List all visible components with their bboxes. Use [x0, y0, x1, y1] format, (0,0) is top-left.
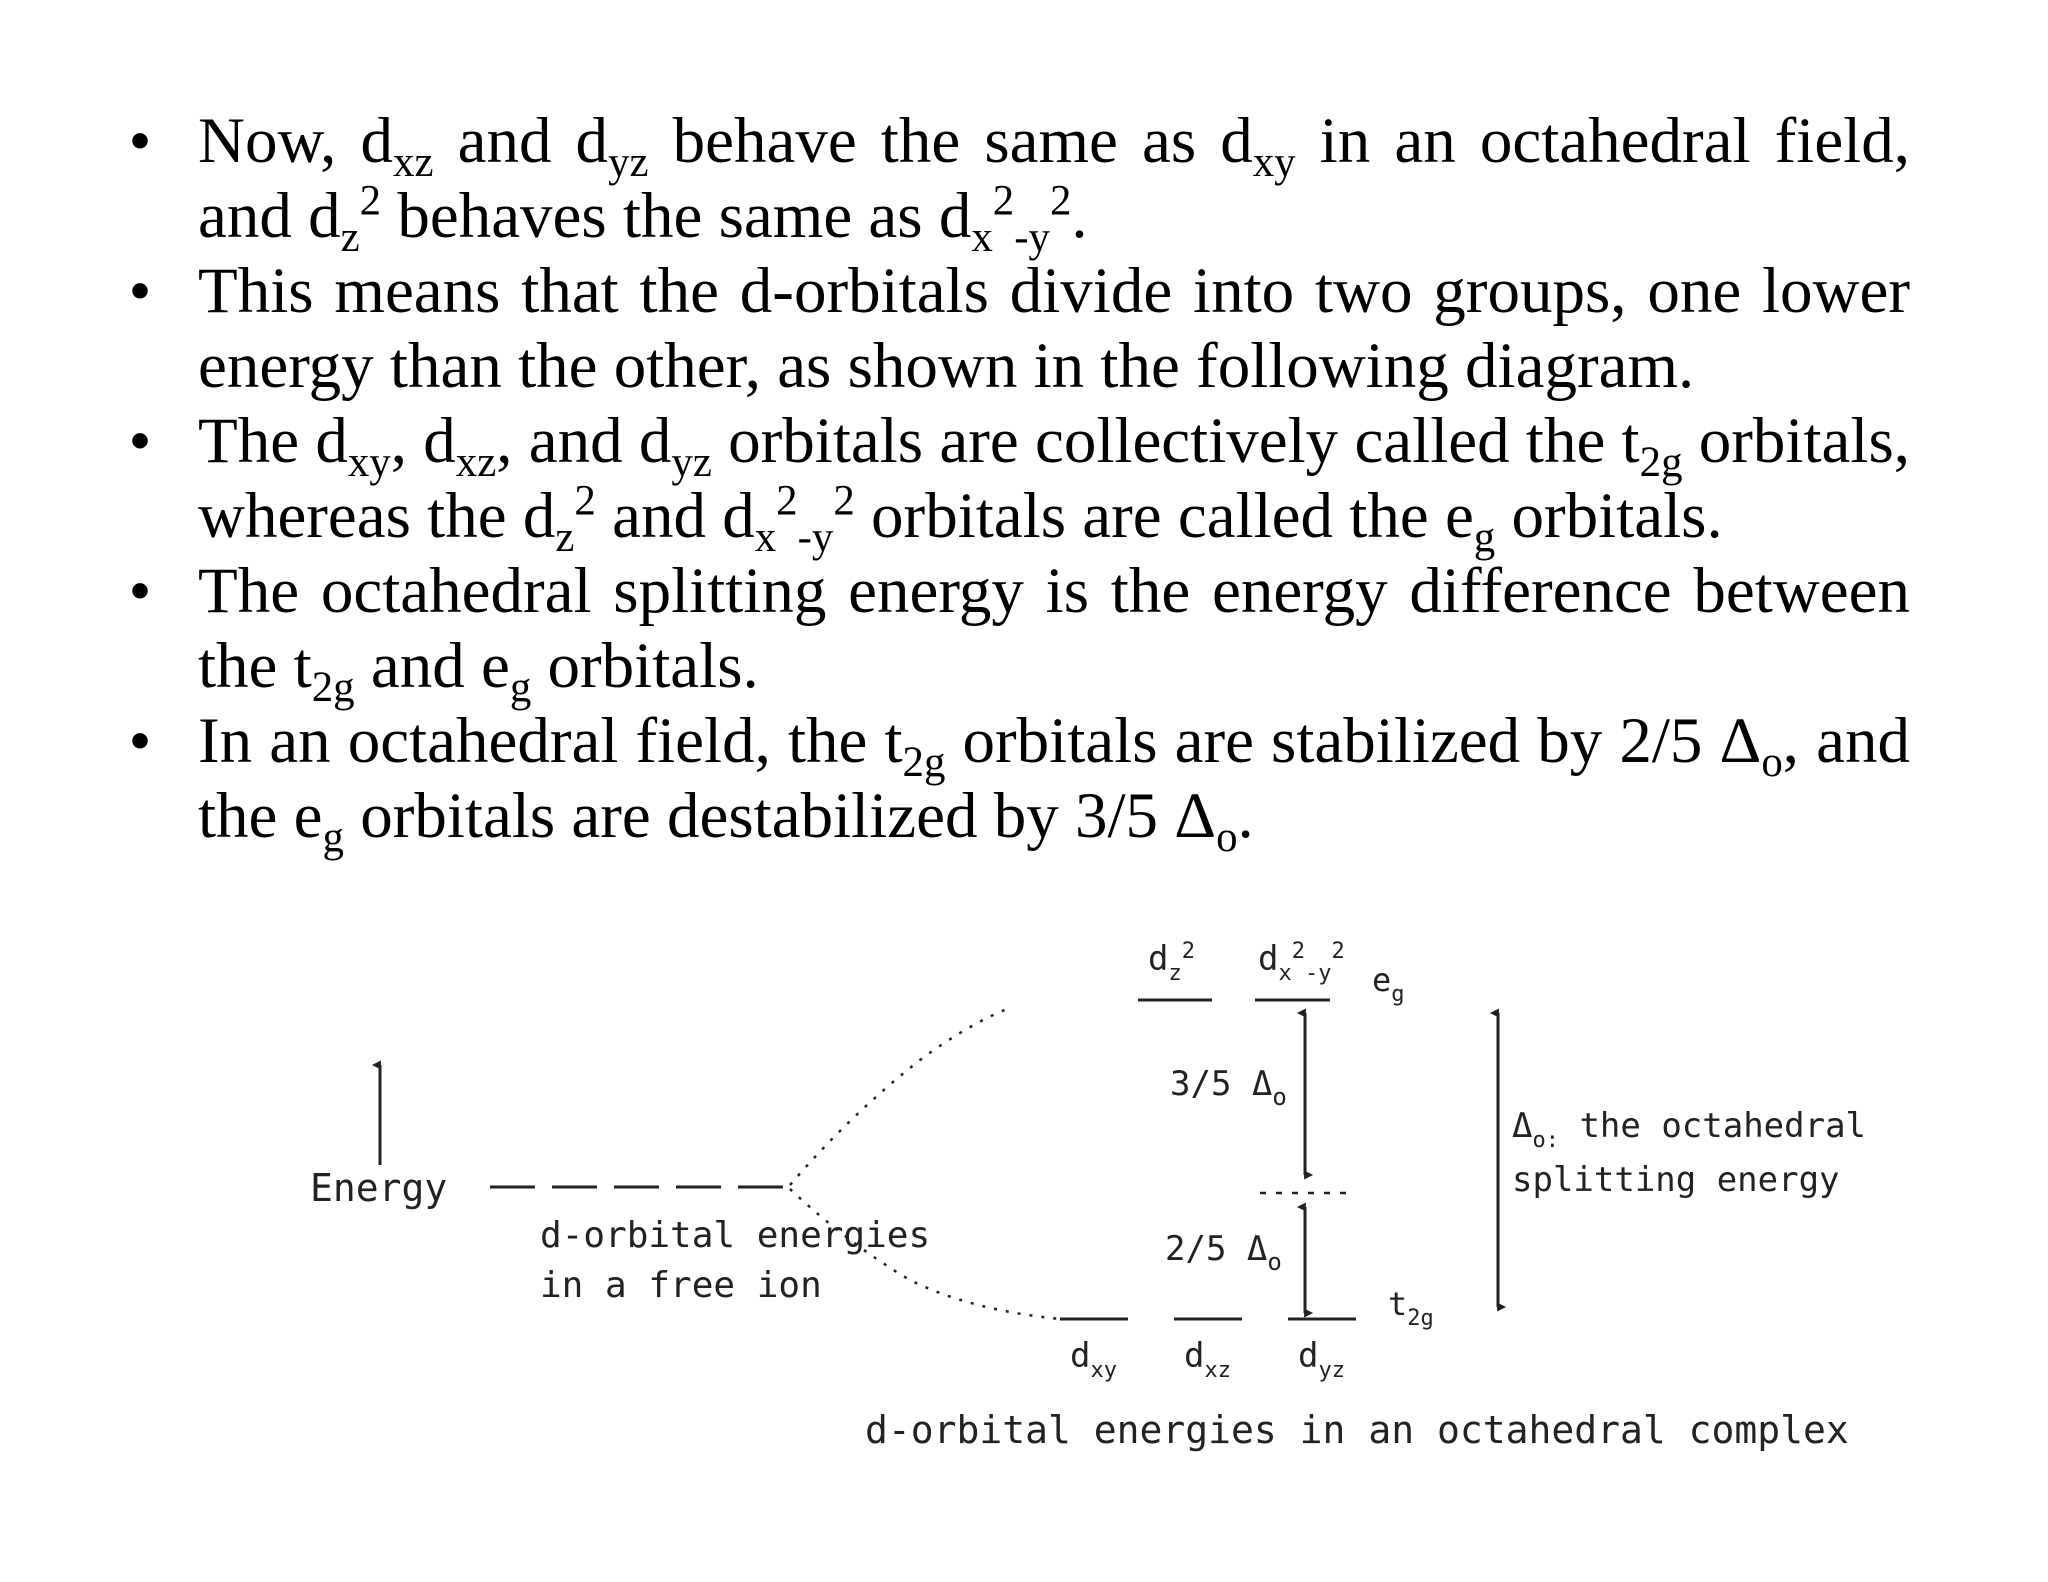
- superscript: 2: [992, 177, 1015, 225]
- subscript: -y: [797, 514, 834, 561]
- two-fifths-label: [1165, 1229, 1282, 1276]
- subscript: x: [754, 514, 777, 561]
- e-letter: e: [1372, 961, 1392, 999]
- t2g-orbital-dxy-label: [1070, 1336, 1117, 1383]
- subscript: x: [1278, 961, 1292, 986]
- bullet-item: [120, 704, 1910, 861]
- superscript: 2: [574, 477, 596, 525]
- bullet-item: [120, 254, 1910, 404]
- text-run: and d: [595, 480, 755, 552]
- free-ion-label-line2: in a free ion: [540, 1265, 822, 1306]
- text-run: orbitals, whereas the d: [198, 405, 1911, 552]
- subscript: 2g: [1407, 1306, 1434, 1331]
- bullet-marker: •: [128, 105, 152, 177]
- subscript: g: [509, 664, 532, 711]
- subscript: g: [1391, 982, 1405, 1007]
- subscript: o: [1216, 814, 1238, 861]
- d-letter: d: [1070, 1336, 1091, 1376]
- text-run: Now, d: [198, 105, 394, 177]
- text-run: The d: [198, 405, 348, 477]
- eg-orbital-dz2-label: [1148, 939, 1195, 986]
- superscript: 2: [1181, 939, 1195, 964]
- free-ion-label-line1: d-orbital energies: [540, 1215, 931, 1256]
- t2g-label: [1388, 1285, 1434, 1331]
- subscript: xy: [1090, 1358, 1117, 1383]
- energy-label: Energy: [310, 1166, 448, 1210]
- delta-symbol: Δ: [1512, 1106, 1533, 1146]
- bullet-item: [120, 404, 1911, 561]
- superscript: 2: [359, 177, 382, 225]
- subscript: xy: [347, 439, 391, 486]
- d-letter: d: [1258, 939, 1279, 979]
- bullet-marker: •: [128, 555, 152, 627]
- subscript: o: [1761, 739, 1783, 786]
- diagram-caption: d-orbital energies in an octahedral complex: [865, 1408, 1849, 1452]
- d-letter: d: [1148, 939, 1169, 979]
- subscript: -y: [1014, 214, 1050, 261]
- text-run: .: [1237, 780, 1254, 852]
- delta-label-text: the octahedral: [1558, 1106, 1867, 1146]
- t-letter: t: [1388, 1285, 1408, 1323]
- text-run: behave the same as d: [648, 105, 1253, 177]
- text-run: , and d: [496, 405, 672, 477]
- bullet-marker: •: [128, 405, 152, 477]
- text-run: behaves the same as d: [381, 180, 972, 252]
- subscript: z: [1168, 961, 1182, 986]
- subscript: z: [340, 214, 360, 261]
- delta-label-line2: splitting energy: [1512, 1160, 1840, 1200]
- diagram-svg: [290, 915, 1867, 1475]
- superscript: 2: [1291, 939, 1305, 964]
- orbital-splitting-diagram: [290, 915, 1867, 1475]
- subscript: x: [971, 214, 993, 261]
- text-run: orbitals are destabilized by 3/5 Δ: [343, 780, 1217, 852]
- text-run: orbitals.: [531, 630, 759, 702]
- subscript: g: [1473, 514, 1496, 561]
- fraction-text: 2/5 Δ: [1165, 1229, 1268, 1269]
- bullet-item: [120, 104, 1910, 261]
- text-run: , and the e: [198, 705, 1910, 852]
- text-run: and e: [354, 630, 510, 702]
- subscript: o: [1272, 1083, 1287, 1111]
- subscript: yz: [608, 139, 649, 186]
- bullet-marker: •: [128, 705, 152, 777]
- superscript: 2: [1049, 177, 1072, 225]
- t2g-orbital-dyz-label: [1298, 1336, 1345, 1383]
- bullet-marker: •: [128, 255, 152, 327]
- subscript: xy: [1252, 139, 1296, 186]
- subscript: xz: [455, 439, 497, 486]
- d-letter: d: [1184, 1336, 1205, 1376]
- three-fifths-label: [1170, 1064, 1287, 1111]
- subscript: xz: [1204, 1358, 1231, 1383]
- delta-label-line1: [1512, 1106, 1866, 1153]
- subscript: -y: [1304, 961, 1332, 986]
- superscript: 2: [776, 477, 798, 525]
- subscript: g: [322, 814, 344, 861]
- subscript: o:: [1532, 1128, 1559, 1153]
- superscript: 2: [833, 477, 855, 525]
- text-run: orbitals are called the e: [854, 480, 1474, 552]
- bullet-list: [120, 104, 1911, 861]
- eg-orbital-dx2y2-label: [1258, 939, 1345, 986]
- text-run: , d: [390, 405, 456, 477]
- text-run: In an octahedral field, the t: [198, 705, 903, 777]
- subscript: o: [1267, 1248, 1282, 1276]
- eg-label: [1372, 961, 1405, 1007]
- text-run: orbitals.: [1495, 480, 1723, 552]
- text-run: The octahedral splitting energy is the energy difference between the t: [198, 555, 1910, 702]
- text-run: This means that the d-orbitals divide into two groups, one lower energy than the other, as shown in the following diagram.: [198, 255, 1910, 402]
- text-run: in an octahedral field, and d: [198, 105, 1910, 252]
- subscript: z: [555, 514, 575, 561]
- subscript: xz: [393, 139, 434, 186]
- subscript: yz: [1318, 1358, 1345, 1383]
- text-run: and d: [433, 105, 609, 177]
- subscript: 2g: [311, 664, 355, 711]
- text-run: orbitals are stabilized by 2/5 Δ: [945, 705, 1762, 777]
- bullet-item: [120, 554, 1910, 711]
- subscript: 2g: [902, 739, 946, 786]
- d-letter: d: [1298, 1336, 1319, 1376]
- t2g-orbital-dxz-label: [1184, 1336, 1231, 1383]
- correlation-line-upper: [790, 1007, 1012, 1185]
- subscript: yz: [671, 439, 712, 486]
- text-run: orbitals are collectively called the t: [711, 405, 1640, 477]
- subscript: 2g: [1639, 439, 1683, 486]
- fraction-text: 3/5 Δ: [1170, 1064, 1273, 1104]
- superscript: 2: [1331, 939, 1345, 964]
- text-run: .: [1071, 180, 1088, 252]
